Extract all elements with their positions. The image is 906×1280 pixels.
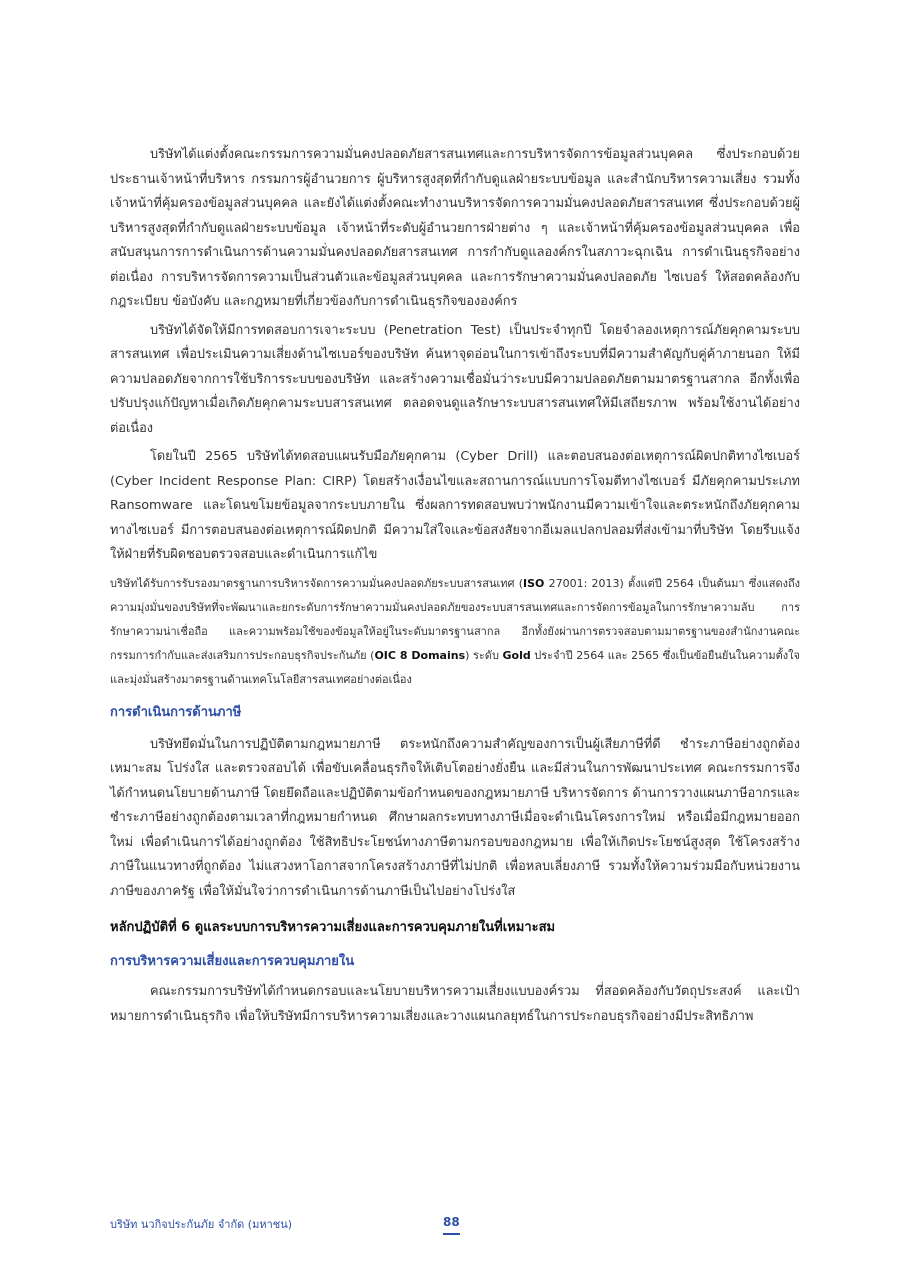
- page-content: [110, 143, 800, 1033]
- risk-paragraph: คณะกรรมการบริษัทได้กำหนดกรอบและนโยบายบริหารความเสี่ยงแบบองค์รวม ที่สอดคล้องกับวัตถุประสงค์ และเป้าหมายการดำเนินธุรกิจ เพื่อให้บริษัทมีการบริหารความเสี่ยงและวางแผนกลยุทธ์ในการประกอบธุรกิจอย่างมีประสิทธิภาพ: [110, 984, 800, 1024]
- cyber-drill-paragraph: โดยในปี 2565 บริษัทได้ทดสอบแผนรับมือภัยคุกคาม (Cyber Drill) และตอบสนองต่อเหตุการณ์ผิดปกติทางไซเบอร์ (Cyber Incident Response Plan: CIRP) โดยสร้างเงื่อนไขและสถานการณ์แบบการโจมตีทางไซเบอร์ มีภัยคุกคามประเภท Ransomware และโดนขโมยข้อมูลจากระบบภายใน ซึ่งผลการทดสอบพบว่าพนักงานมีความเข้าใจและตระหนักถึงภัยคุกคามทางไซเบอร์ มีการตอบสนองต่อเหตุการณ์ผิดปกติ มีความใส่ใจและข้อสงสัยจากอีเมลแปลกปลอมที่ส่งเข้ามาที่บริษัท โดยรีบแจ้งให้ฝ่ายที่รับผิดชอบตรวจสอบและดำเนินการแก้ไข: [110, 449, 800, 562]
- iso-text-1: บริษัทได้รับการรับรองมาตรฐานการบริหารจัดการความมั่นคงปลอดภัยระบบสารสนเทศ (: [110, 576, 523, 590]
- iso-bold-1: ISO: [523, 576, 545, 590]
- footer-company-name: บริษัท นวกิจประกันภัย จำกัด (มหาชน): [110, 1218, 293, 1231]
- tax-paragraph: บริษัทยึดมั่นในการปฏิบัติตามกฎหมายภาษี ตระหนักถึงความสำคัญของการเป็นผู้เสียภาษีที่ดี ชำระภาษีอย่างถูกต้องเหมาะสม โปร่งใส และตรวจสอบได้ เพื่อขับเคลื่อนธุรกิจให้เติบโตอย่างยั่งยืน และมีส่วนในการพัฒนาประเทศ คณะกรรมการจึงได้กำหนดนโยบายด้านภาษี โดยยึดถือและปฏิบัติตามข้อกำหนดของกฎหมายภาษี บริหารจัดการ ด้านการวางแผนภาษีอากรและชำระภาษีอย่างถูกต้องตามเวลาที่กฎหมายกำหนด ศึกษาผลกระทบทางภาษีเมื่อจะดำเนินโครงการใหม่ หรือเมื่อมีกฎหมายออกใหม่ เพื่อดำเนินการได้อย่างถูกต้อง ใช้สิทธิประโยชน์ทางภาษีตามกรอบของกฎหมาย เพื่อให้เกิดประโยชน์สูงสุด ใช้โครงสร้างภาษีในแนวทางที่ถูกต้อง ไม่แสวงหาโอกาสจากโครงสร้างภาษีที่ไม่ปกติ เพื่อหลบเลี่ยงภาษี รวมทั้งให้ความร่วมมือกับหน่วยงานภาษีของภาครัฐ เพื่อให้มั่นใจว่าการดำเนินการด้านภาษีเป็นไปอย่างโปร่งใส: [110, 736, 800, 899]
- page-footer: [110, 1215, 800, 1239]
- iso-bold-3: Gold: [502, 648, 531, 662]
- iso-bold-2: OIC 8 Domains: [374, 648, 466, 662]
- iso-text-2: 27001: 2013) ตั้งแต่ปี 2564 เป็นต้นมา ซึ่งแสดงถึงความมุ่งมั่นของบริษัทที่จะพัฒนาและยกระดับการรักษาความมั่นคงปลอดภัยของระบบสารสนเทศและการจัดการข้อมูลในการรักษาความลับ การรักษาความน่าเชื่อถือ และความพร้อมใช้ของข้อมูลให้อยู่ในระดับมาตรฐานสากล อีกทั้งยังผ่านการตรวจสอบตามมาตรฐานของสำนักงานคณะกรรมการกำกับและส่งเสริมการประกอบธุรกิจประกันภัย (: [110, 576, 800, 662]
- page-number: 88: [443, 1215, 460, 1235]
- pentest-paragraph: บริษัทได้จัดให้มีการทดสอบการเจาะระบบ (Penetration Test) เป็นประจำทุกปี โดยจำลองเหตุการณ์ภัยคุกคามระบบสารสนเทศ เพื่อประเมินความเสี่ยงด้านไซเบอร์ของบริษัท ค้นหาจุดอ่อนในการเข้าถึงระบบที่มีความสำคัญกับคู่ค้าภายนอก ให้มีความปลอดภัยจากการใช้บริการระบบของบริษัท และสร้างความเชื่อมั่นว่าระบบมีความปลอดภัยตามมาตรฐานสากล อีกทั้งเพื่อปรับปรุงแก้ปัญหาเมื่อเกิดภัยคุกคามระบบสารสนเทศ ตลอดจนดูแลรักษาระบบสารสนเทศให้มีเสถียรภาพ พร้อมใช้งานได้อย่างต่อเนื่อง: [110, 322, 800, 436]
- tax-heading: การดำเนินการด้านภาษี: [110, 704, 242, 720]
- risk-heading: การบริหารความเสี่ยงและการควบคุมภายใน: [110, 954, 355, 969]
- iso-text-4: ประจำปี 2564 และ 2565 ซึ่งเป็นข้อยืนยันในความตั้งใจและมุ่งมั่นสร้างมาตรฐานด้านเทคโนโลยีสารสนเทศอย่างต่อเนื่อง: [110, 648, 800, 686]
- iso-paragraph: [110, 572, 800, 692]
- principle-6-heading: หลักปฏิบัติที่ 6 ดูแลระบบการบริหารความเสี่ยงและการควบคุมภายในที่เหมาะสม: [110, 920, 556, 935]
- committee-paragraph: บริษัทได้แต่งตั้งคณะกรรมการความมั่นคงปลอดภัยสารสนเทศและการบริหารจัดการข้อมูลส่วนบุคคล ซึ่งประกอบด้วยประธานเจ้าหน้าที่บริหาร กรรมการผู้อำนวยการ ผู้บริหารสูงสุดที่กำกับดูแลฝ่ายระบบข้อมูล และสำนักบริหารความเสี่ยง รวมทั้งเจ้าหน้าที่คุ้มครองข้อมูลส่วนบุคคล และยังได้แต่งตั้งคณะทำงานบริหารจัดการความมั่นคงปลอดภัยสารสนเทศ ซึ่งประกอบด้วยผู้บริหารสูงสุดที่กำกับดูแลฝ่ายระบบข้อมูล เจ้าหน้าที่ระดับผู้อำนวยการฝ่ายต่าง ๆ และเจ้าหน้าที่คุ้มครองข้อมูลส่วนบุคคล เพื่อสนับสนุนการการดำเนินการด้านความมั่นคงปลอดภัยสารสนเทศ การกำกับดูแลองค์กรในสภาวะฉุกเฉิน การดำเนินธุรกิจอย่างต่อเนื่อง การบริหารจัดการความเป็นส่วนตัวและข้อมูลส่วนบุคคล และการรักษาความมั่นคงปลอดภัย ไซเบอร์ ให้สอดคล้องกับกฎระเบียบ ข้อบังคับ และกฎหมายที่เกี่ยวข้องกับการดำเนินธุรกิจขององค์กร: [110, 147, 800, 309]
- iso-text-3: ) ระดับ: [465, 648, 503, 662]
